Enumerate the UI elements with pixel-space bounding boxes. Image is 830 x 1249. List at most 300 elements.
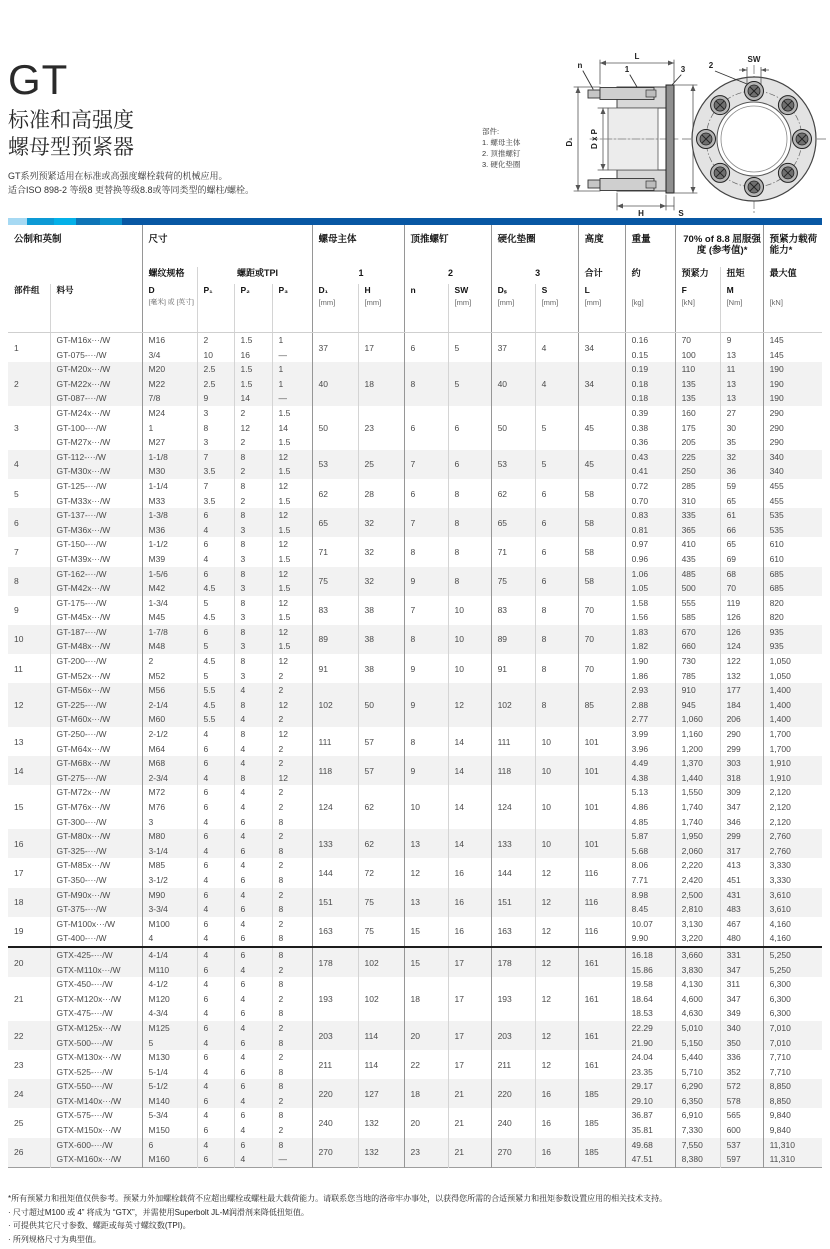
cell-m: 336 xyxy=(720,1050,763,1065)
cell-m: 537 xyxy=(720,1138,763,1153)
cell-p3: 8 xyxy=(272,931,312,947)
cell-L: 101 xyxy=(578,756,625,785)
cell-p3: — xyxy=(272,1152,312,1167)
header-weight: 重量 xyxy=(625,225,675,267)
cell-p3: 1.5 xyxy=(272,639,312,654)
legend-item-1: 1. 螺母主体 xyxy=(482,138,521,147)
cell-kg: 2.93 xyxy=(625,683,675,698)
cell-kg: 35.81 xyxy=(625,1123,675,1138)
cell-n: 20 xyxy=(404,1021,448,1050)
cell-p3: 8 xyxy=(272,1006,312,1021)
cell-max: 6,300 xyxy=(763,1006,822,1021)
cell-kg: 0.72 xyxy=(625,479,675,494)
cell-max: 3,330 xyxy=(763,858,822,873)
cell-p2: 4 xyxy=(234,1021,272,1036)
table-body xyxy=(8,333,822,1168)
cell-f: 5,010 xyxy=(675,1021,720,1036)
cell-s: 10 xyxy=(535,785,578,829)
footnote-line: · 所列规格尺寸为典型值。 xyxy=(8,1234,101,1244)
table-row xyxy=(8,406,822,421)
cell-p3: 8 xyxy=(272,873,312,888)
cell-p3: 2 xyxy=(272,712,312,727)
cell-p1: 10 xyxy=(197,348,234,363)
cell-kg: 0.97 xyxy=(625,537,675,552)
cell-p3: 1.5 xyxy=(272,494,312,509)
cell-pn: GT-M48x···/W xyxy=(50,639,142,654)
cell-p2: 8 xyxy=(234,450,272,465)
table-row xyxy=(8,1079,822,1094)
cell-m: 311 xyxy=(720,977,763,992)
cell-sw: 8 xyxy=(448,479,491,508)
cell-kg: 9.90 xyxy=(625,931,675,947)
cell-h: 102 xyxy=(358,947,404,977)
cell-pn: GTX-575-···/W xyxy=(50,1108,142,1123)
cell-p1: 4 xyxy=(197,1138,234,1153)
cell-max: 340 xyxy=(763,450,822,465)
cell-f: 1,160 xyxy=(675,727,720,742)
cell-p3: 12 xyxy=(272,771,312,786)
cell-m: 30 xyxy=(720,421,763,436)
cell-kg: 49.68 xyxy=(625,1138,675,1153)
cell-p1: 3.5 xyxy=(197,494,234,509)
cell-p3: 1 xyxy=(272,377,312,392)
table-row xyxy=(8,362,822,377)
cell-d: M80 xyxy=(142,829,197,844)
cell-p3: 1.5 xyxy=(272,552,312,567)
cell-p3: 2 xyxy=(272,785,312,800)
cell-L: 101 xyxy=(578,785,625,829)
cell-L: 45 xyxy=(578,450,625,479)
cell-p3: 1.5 xyxy=(272,610,312,625)
header-max: 最大值 xyxy=(763,267,822,284)
cell-p2: 1.5 xyxy=(234,333,272,348)
cell-p1: 2 xyxy=(197,333,234,348)
cell-m: 70 xyxy=(720,581,763,596)
cell-m: 331 xyxy=(720,947,763,963)
cell-d: 2-1/2 xyxy=(142,727,197,742)
cell-kg: 5.68 xyxy=(625,844,675,859)
cell-kg: 19.58 xyxy=(625,977,675,992)
cell-p3: 2 xyxy=(272,917,312,932)
cell-sw: 21 xyxy=(448,1108,491,1137)
cell-f: 945 xyxy=(675,698,720,713)
cell-p2: 6 xyxy=(234,1138,272,1153)
cell-d: 1-1/8 xyxy=(142,450,197,465)
cell-h: 57 xyxy=(358,756,404,785)
cell-d1: 193 xyxy=(312,977,358,1021)
cell-p2: 8 xyxy=(234,698,272,713)
cell-L: 161 xyxy=(578,1021,625,1050)
cell-kg: 2.88 xyxy=(625,698,675,713)
cell-p2: 6 xyxy=(234,1036,272,1051)
cell-pn: GT-M39x···/W xyxy=(50,552,142,567)
cell-d1: 111 xyxy=(312,727,358,756)
cell-pn: GT-400-···/W xyxy=(50,931,142,947)
cell-ds: 220 xyxy=(491,1079,535,1108)
cell-n: 8 xyxy=(404,727,448,756)
cell-kg: 0.39 xyxy=(625,406,675,421)
cell-part-group: 18 xyxy=(8,888,50,917)
cell-max: 8,850 xyxy=(763,1094,822,1109)
cell-s: 16 xyxy=(535,1108,578,1137)
cell-p1: 4 xyxy=(197,844,234,859)
cell-p1: 6 xyxy=(197,756,234,771)
table-row xyxy=(8,1021,822,1036)
cell-max: 9,840 xyxy=(763,1108,822,1123)
cell-p3: 1.5 xyxy=(272,435,312,450)
cell-p2: 2 xyxy=(234,435,272,450)
cell-d: 4-1/2 xyxy=(142,977,197,992)
cell-m: 32 xyxy=(720,450,763,465)
cell-d: M64 xyxy=(142,742,197,757)
cell-m: 35 xyxy=(720,435,763,450)
cell-d1: 91 xyxy=(312,654,358,683)
cell-m: 13 xyxy=(720,348,763,363)
cell-sw: 5 xyxy=(448,333,491,363)
cell-kg: 0.43 xyxy=(625,450,675,465)
cell-kg: 0.18 xyxy=(625,391,675,406)
cell-kg: 5.13 xyxy=(625,785,675,800)
table-header xyxy=(8,225,822,333)
cell-p3: 2 xyxy=(272,756,312,771)
cell-d: 1-3/8 xyxy=(142,508,197,523)
header-approx: 约 xyxy=(625,267,675,284)
cell-p1: 2.5 xyxy=(197,362,234,377)
cell-pn: GTX-M140x···/W xyxy=(50,1094,142,1109)
table-row xyxy=(8,625,822,640)
cell-ds: 118 xyxy=(491,756,535,785)
cell-max: 455 xyxy=(763,479,822,494)
description-line-2: 适合ISO 898-2 等级8 更替换等级8.8或等同类型的螺柱/螺栓。 xyxy=(8,185,255,195)
cell-p3: 8 xyxy=(272,1079,312,1094)
cell-kg: 3.99 xyxy=(625,727,675,742)
cell-d: 4-1/4 xyxy=(142,947,197,963)
cell-kg: 0.38 xyxy=(625,421,675,436)
cell-kg: 16.18 xyxy=(625,947,675,963)
cell-p1: 5 xyxy=(197,669,234,684)
cell-d: 4-3/4 xyxy=(142,1006,197,1021)
cell-p2: 6 xyxy=(234,815,272,830)
cell-max: 3,610 xyxy=(763,902,822,917)
cell-max: 7,710 xyxy=(763,1065,822,1080)
cell-p2: 1.5 xyxy=(234,362,272,377)
cell-d1: 83 xyxy=(312,596,358,625)
cell-f: 1,440 xyxy=(675,771,720,786)
cell-n: 13 xyxy=(404,829,448,858)
cell-p2: 4 xyxy=(234,888,272,903)
cell-p1: 4 xyxy=(197,815,234,830)
header-thread-spec: 螺纹规格 xyxy=(142,267,197,284)
cell-sw: 8 xyxy=(448,508,491,537)
cell-p2: 4 xyxy=(234,800,272,815)
cell-p3: 2 xyxy=(272,742,312,757)
cell-d: M72 xyxy=(142,785,197,800)
cell-f: 1,370 xyxy=(675,756,720,771)
cell-part-group: 4 xyxy=(8,450,50,479)
cell-f: 250 xyxy=(675,464,720,479)
cell-ds: 40 xyxy=(491,362,535,406)
cell-max: 145 xyxy=(763,348,822,363)
cell-f: 670 xyxy=(675,625,720,640)
cell-p1: 4 xyxy=(197,902,234,917)
cell-p3: 12 xyxy=(272,450,312,465)
cell-p1: 4 xyxy=(197,977,234,992)
cell-max: 610 xyxy=(763,552,822,567)
cell-d: M20 xyxy=(142,362,197,377)
cell-p1: 6 xyxy=(197,963,234,978)
cell-p2: 3 xyxy=(234,581,272,596)
callout-2: 2 xyxy=(708,61,714,70)
dim-label-h: H xyxy=(638,209,644,218)
cell-p3: 2 xyxy=(272,1021,312,1036)
cell-s: 12 xyxy=(535,858,578,887)
cell-L: 161 xyxy=(578,1050,625,1079)
cell-d1: 240 xyxy=(312,1108,358,1137)
cell-pn: GT-M90x···/W xyxy=(50,888,142,903)
cell-s: 12 xyxy=(535,917,578,947)
cell-h: 38 xyxy=(358,625,404,654)
cell-L: 185 xyxy=(578,1138,625,1168)
cell-p2: 14 xyxy=(234,391,272,406)
cell-L: 185 xyxy=(578,1108,625,1137)
cell-h: 38 xyxy=(358,596,404,625)
cell-h: 114 xyxy=(358,1021,404,1050)
cell-L: 70 xyxy=(578,596,625,625)
cell-n: 6 xyxy=(404,479,448,508)
cell-m: 597 xyxy=(720,1152,763,1167)
col-f: F [kN] xyxy=(675,284,720,333)
cell-kg: 0.19 xyxy=(625,362,675,377)
cell-p2: 8 xyxy=(234,654,272,669)
cell-s: 8 xyxy=(535,625,578,654)
cell-d: M52 xyxy=(142,669,197,684)
cell-pn: GT-M33x···/W xyxy=(50,494,142,509)
cell-m: 346 xyxy=(720,815,763,830)
cell-pn: GT-137-···/W xyxy=(50,508,142,523)
cell-pn: GT-087-···/W xyxy=(50,391,142,406)
cell-sw: 14 xyxy=(448,727,491,756)
cell-n: 9 xyxy=(404,683,448,727)
cell-d: 3-1/2 xyxy=(142,873,197,888)
cell-n: 23 xyxy=(404,1138,448,1168)
cell-pn: GTX-500-···/W xyxy=(50,1036,142,1051)
cell-f: 730 xyxy=(675,654,720,669)
cell-d1: 144 xyxy=(312,858,358,887)
cell-p1: 2.5 xyxy=(197,377,234,392)
cell-p1: 4 xyxy=(197,727,234,742)
cell-p2: 6 xyxy=(234,931,272,947)
cell-ds: 151 xyxy=(491,888,535,917)
cell-f: 100 xyxy=(675,348,720,363)
cell-max: 5,250 xyxy=(763,947,822,963)
cell-pn: GTX-525-···/W xyxy=(50,1065,142,1080)
cell-max: 1,910 xyxy=(763,771,822,786)
cell-p2: 4 xyxy=(234,756,272,771)
cell-ds: 83 xyxy=(491,596,535,625)
cell-d: 4 xyxy=(142,931,197,947)
cell-pn: GTX-M110x···/W xyxy=(50,963,142,978)
cell-p2: 8 xyxy=(234,596,272,611)
cell-p1: 6 xyxy=(197,917,234,932)
cell-h: 57 xyxy=(358,727,404,756)
cell-m: 340 xyxy=(720,1021,763,1036)
cell-p2: 4 xyxy=(234,712,272,727)
cell-f: 7,330 xyxy=(675,1123,720,1138)
cell-L: 101 xyxy=(578,829,625,858)
cell-p1: 4 xyxy=(197,1036,234,1051)
cell-pn: GT-M68x···/W xyxy=(50,756,142,771)
cell-ds: 203 xyxy=(491,1021,535,1050)
cell-kg: 0.96 xyxy=(625,552,675,567)
masthead xyxy=(8,58,408,197)
cell-ds: 270 xyxy=(491,1138,535,1168)
drawing-svg xyxy=(420,40,830,218)
cell-sw: 17 xyxy=(448,1021,491,1050)
cell-p3: 12 xyxy=(272,625,312,640)
cell-max: 9,840 xyxy=(763,1123,822,1138)
cell-p1: 4 xyxy=(197,523,234,538)
cell-sw: 21 xyxy=(448,1079,491,1108)
cell-p1: 4 xyxy=(197,931,234,947)
cell-L: 45 xyxy=(578,406,625,450)
cell-f: 4,600 xyxy=(675,992,720,1007)
col-sw: SW [mm] xyxy=(448,284,491,333)
cell-pn: GT-M60x···/W xyxy=(50,712,142,727)
cell-part-group: 19 xyxy=(14,926,24,937)
table-row xyxy=(8,508,822,523)
cell-d1: 124 xyxy=(312,785,358,829)
cell-p3: 14 xyxy=(272,421,312,436)
cell-part-group: 14 xyxy=(8,756,50,785)
cell-L: 58 xyxy=(578,567,625,596)
header-spacer xyxy=(8,267,142,284)
brand-bar-segment xyxy=(122,218,822,225)
cell-f: 365 xyxy=(675,523,720,538)
cell-d: 2 xyxy=(142,654,197,669)
cell-p2: 4 xyxy=(234,1152,272,1167)
cell-sw: 5 xyxy=(448,362,491,406)
cell-p1: 4 xyxy=(197,552,234,567)
cell-kg: 7.71 xyxy=(625,873,675,888)
cell-kg: 29.10 xyxy=(625,1094,675,1109)
cell-pn: GT-300-···/W xyxy=(50,815,142,830)
cell-pn: GT-M56x···/W xyxy=(50,683,142,698)
table-row xyxy=(8,479,822,494)
cell-max: 5,250 xyxy=(763,963,822,978)
cell-m: 347 xyxy=(720,800,763,815)
cell-m: 317 xyxy=(720,844,763,859)
cell-pn: GT-M27x···/W xyxy=(50,435,142,450)
cell-d: M90 xyxy=(142,888,197,903)
spec-table xyxy=(8,225,822,1168)
legend-item-3: 3. 硬化垫圈 xyxy=(482,160,521,169)
cell-h: 25 xyxy=(358,450,404,479)
cell-max: 7,010 xyxy=(763,1036,822,1051)
cell-d1: 62 xyxy=(312,479,358,508)
cell-h: 127 xyxy=(358,1079,404,1108)
header-hardened-washer: 硬化垫圈 xyxy=(491,225,578,267)
cell-pn: GT-M52x···/W xyxy=(50,669,142,684)
cell-d: M140 xyxy=(142,1094,197,1109)
header-total: 合计 xyxy=(578,267,625,284)
header-nut-body: 螺母主体 xyxy=(312,225,404,267)
col-kg: [kg] xyxy=(625,284,675,333)
cell-d: 3-1/4 xyxy=(142,844,197,859)
page-title: GT xyxy=(8,56,69,103)
cell-p2: 12 xyxy=(234,421,272,436)
cell-d: M76 xyxy=(142,800,197,815)
cell-pn: GTX-M160x···/W xyxy=(50,1152,142,1167)
cell-m: 13 xyxy=(720,377,763,392)
cell-kg: 0.70 xyxy=(625,494,675,509)
cell-f: 6,290 xyxy=(675,1079,720,1094)
cell-L: 58 xyxy=(578,479,625,508)
brand-bar-segment xyxy=(27,218,54,225)
header-torque: 扭矩 xyxy=(720,267,763,284)
cell-d1: 178 xyxy=(312,947,358,977)
cell-pn: GT-350-···/W xyxy=(50,873,142,888)
cell-part-group: 8 xyxy=(8,567,50,596)
header-group-row xyxy=(8,225,822,267)
cell-m: 347 xyxy=(720,992,763,1007)
cell-p1: 5 xyxy=(197,596,234,611)
cell-d: 5-1/2 xyxy=(142,1079,197,1094)
cell-pn: GT-275-···/W xyxy=(50,771,142,786)
cell-p2: 4 xyxy=(234,829,272,844)
cell-sw: 10 xyxy=(448,596,491,625)
cell-f: 6,910 xyxy=(675,1108,720,1123)
cell-pn: GT-M36x···/W xyxy=(50,523,142,538)
cell-n: 9 xyxy=(404,654,448,683)
cell-pn: GT-M20x···/W xyxy=(50,362,142,377)
cell-kg: 1.58 xyxy=(625,596,675,611)
cell-s: 10 xyxy=(535,829,578,858)
cell-p3: 8 xyxy=(272,1108,312,1123)
brand-bar-segment xyxy=(100,218,122,225)
col-p2: P₂ xyxy=(234,284,272,333)
cell-d: 1 xyxy=(142,421,197,436)
table-row xyxy=(8,977,822,992)
cell-L: 58 xyxy=(578,537,625,566)
cell-p1: 6 xyxy=(197,1050,234,1065)
cell-pn: GT-M45x···/W xyxy=(50,610,142,625)
cell-f: 1,060 xyxy=(675,712,720,727)
cell-kg: 0.81 xyxy=(625,523,675,538)
cell-n: 10 xyxy=(404,785,448,829)
cell-d1: 118 xyxy=(312,756,358,785)
cell-L: 161 xyxy=(578,947,625,977)
cell-p3: — xyxy=(272,391,312,406)
cell-m: 68 xyxy=(720,567,763,582)
cell-m: 572 xyxy=(720,1079,763,1094)
cell-f: 485 xyxy=(675,567,720,582)
table-row xyxy=(8,537,822,552)
cell-kg: 1.05 xyxy=(625,581,675,596)
cell-h: 23 xyxy=(358,406,404,450)
cell-part-group: 6 xyxy=(8,508,50,537)
cell-p1: 4 xyxy=(197,1065,234,1080)
cell-f: 70 xyxy=(675,333,720,348)
cell-p2: 3 xyxy=(234,669,272,684)
cell-h: 132 xyxy=(358,1108,404,1137)
cell-s: 8 xyxy=(535,654,578,683)
brand-bar xyxy=(8,218,822,225)
cell-d: 3-3/4 xyxy=(142,902,197,917)
cell-max: 935 xyxy=(763,639,822,654)
cell-sw: 17 xyxy=(448,977,491,1021)
technical-drawing xyxy=(420,40,830,218)
legend-item-2: 2. 顶推螺钉 xyxy=(482,149,521,158)
